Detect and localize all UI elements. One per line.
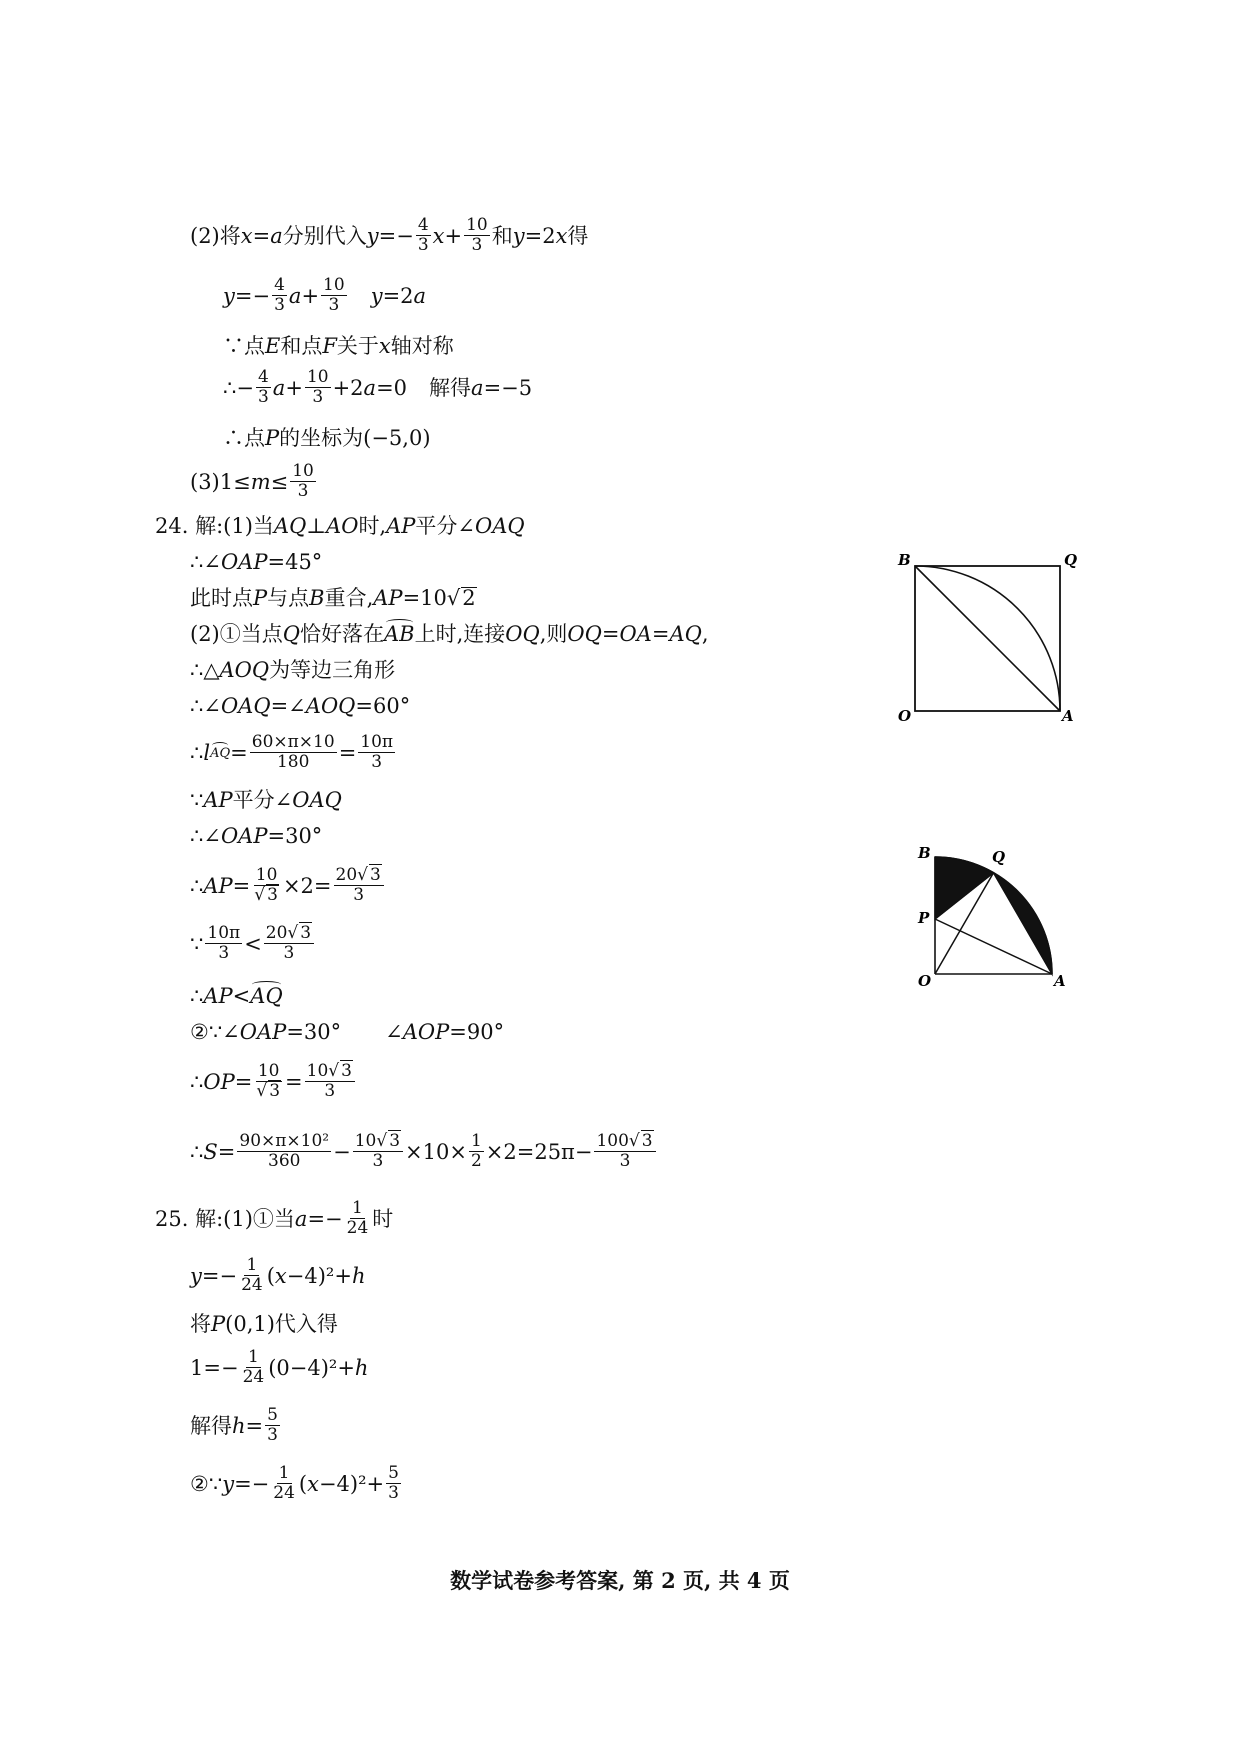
- text: =∠: [270, 693, 306, 718]
- var: AP: [203, 787, 233, 812]
- text: 此时点: [190, 585, 253, 610]
- text: 分别代入: [282, 223, 367, 248]
- text: 时: [372, 1206, 394, 1231]
- var: OAP: [220, 823, 268, 848]
- var: AP: [203, 983, 233, 1008]
- fraction: $\frac{1}{24}$: [242, 1346, 265, 1387]
- solution-line: [190, 458, 318, 506]
- text: =: [234, 1069, 253, 1094]
- text: ,则: [539, 621, 568, 646]
- solution-line: [190, 729, 397, 777]
- fraction: $\frac{1}{24}$: [346, 1197, 369, 1238]
- var: OP: [203, 1069, 235, 1094]
- var: y: [222, 1471, 235, 1496]
- var: m: [250, 469, 271, 494]
- var: AQ: [273, 513, 307, 538]
- text: 的坐标为(−5,0): [279, 425, 431, 450]
- text: 平分∠: [232, 787, 293, 812]
- var: h: [354, 1355, 369, 1380]
- var: y: [370, 283, 383, 308]
- solution-line: [190, 682, 410, 730]
- label-o: O: [918, 972, 932, 990]
- text: 解得: [429, 375, 472, 400]
- fraction: $\frac{10}{3}$: [292, 460, 314, 501]
- var: Q: [282, 621, 300, 646]
- fraction: $\frac{10}{3}$: [306, 366, 329, 407]
- solution-line: [223, 414, 431, 462]
- text: 重合,: [324, 585, 374, 610]
- text: =90°: [449, 1019, 505, 1044]
- arc-var: AQ: [250, 983, 283, 1008]
- text: =: [252, 223, 271, 248]
- var: a: [270, 223, 283, 248]
- text: (: [298, 1471, 308, 1496]
- var: AP: [203, 873, 233, 898]
- text: ∴∠: [190, 549, 221, 574]
- text: 解得: [190, 1413, 232, 1438]
- fraction: $\frac{5}{3}$: [388, 1462, 399, 1503]
- text: =: [245, 1413, 264, 1438]
- var: AP: [373, 585, 403, 610]
- text: =10√: [402, 585, 461, 610]
- label-a: A: [1054, 972, 1066, 990]
- solution-line: [190, 812, 322, 860]
- label-q: Q: [992, 848, 1006, 866]
- var: P: [265, 425, 280, 450]
- solution-line: [190, 920, 316, 968]
- text: ∴: [190, 1139, 204, 1164]
- text: (: [266, 1263, 275, 1288]
- var: E: [265, 333, 281, 358]
- fraction: $\frac{1}{24}$: [273, 1462, 295, 1503]
- text: ②∵: [190, 1471, 223, 1496]
- text: =: [285, 1069, 303, 1094]
- var: a: [413, 283, 427, 308]
- var: P: [211, 1311, 226, 1336]
- var: h: [351, 1263, 366, 1288]
- solution-line: [190, 862, 386, 910]
- var: OAQ: [475, 513, 525, 538]
- fraction: $\frac{4}{3}$: [257, 366, 269, 407]
- var: a: [272, 375, 286, 400]
- label-b: B: [918, 844, 931, 862]
- text: <: [244, 931, 262, 956]
- text: 24. 解:(1)当: [155, 513, 274, 538]
- text: =: [217, 1139, 236, 1164]
- var: l: [203, 740, 211, 765]
- text: ∴△: [190, 657, 220, 682]
- var: AP: [386, 513, 416, 538]
- text: =−: [201, 1263, 238, 1288]
- text: 和: [491, 223, 513, 248]
- fraction: $\frac{10√ 3}{3}$: [353, 1133, 403, 1171]
- solution-line: [190, 1460, 403, 1508]
- text: +: [285, 375, 303, 400]
- text: 与点: [267, 585, 310, 610]
- text: 将: [190, 1311, 211, 1336]
- segment-qa: [994, 873, 1053, 974]
- text: ×2=: [282, 873, 332, 898]
- var: P: [253, 585, 268, 610]
- solution-line: [190, 1252, 365, 1300]
- text: 和点: [280, 333, 323, 358]
- diagonal-ba: [915, 566, 1060, 711]
- text: ×10×: [405, 1139, 467, 1164]
- figure-square-arc: [890, 548, 1080, 728]
- text: (0,1)代入得: [225, 1311, 338, 1336]
- fraction: $\frac{1}{24}$: [241, 1254, 263, 1295]
- text: =: [601, 621, 620, 646]
- text: ,: [701, 621, 709, 646]
- text: (0−4)²+: [268, 1355, 355, 1380]
- text: −4)²+: [286, 1263, 352, 1288]
- var: a: [471, 375, 484, 400]
- text: 25. 解:(1)①当: [155, 1206, 295, 1231]
- var: OAQ: [220, 693, 271, 718]
- solution-line: [190, 1300, 338, 1348]
- text: ⊥: [306, 513, 327, 538]
- var: AQ: [669, 621, 702, 646]
- text: =−: [307, 1206, 343, 1231]
- fraction: $\frac{20√ 3}{3}$: [264, 925, 314, 963]
- text: ∴: [190, 983, 204, 1008]
- var: h: [232, 1413, 246, 1438]
- text: ∵: [190, 931, 204, 956]
- var: OAQ: [292, 787, 342, 812]
- text: =−5: [483, 375, 533, 400]
- var: F: [322, 333, 337, 358]
- var: y: [512, 223, 525, 248]
- solution-line: [223, 272, 426, 320]
- text: +: [301, 283, 320, 308]
- fraction: $\frac{\text{90×π×10²}}{360}$: [239, 1130, 330, 1171]
- fraction: $\frac{10}{3}$: [466, 214, 488, 255]
- text: 恰好落在: [299, 621, 384, 646]
- text: +: [444, 223, 463, 248]
- var: x: [307, 1471, 319, 1496]
- text: =30°: [267, 823, 323, 848]
- fraction: $\frac{10}{3}$: [323, 274, 345, 315]
- text: 上时,连接: [414, 621, 506, 646]
- var: a: [363, 375, 377, 400]
- solution-line: [223, 364, 532, 412]
- text: ×2=25π−: [485, 1139, 593, 1164]
- page-footer: 数学试卷参考答案, 第 2 页, 共 4 页: [450, 1568, 790, 1593]
- solution-line: [190, 212, 588, 260]
- text: 轴对称: [390, 333, 454, 358]
- text: (2)①当点: [190, 621, 283, 646]
- text: ∠: [385, 1019, 403, 1044]
- var: a: [294, 1206, 308, 1231]
- var: OQ: [505, 621, 540, 646]
- text: =60°: [355, 693, 411, 718]
- text: (3)1≤: [190, 469, 251, 494]
- fraction: $\frac{10\pi}{3}$: [207, 922, 241, 963]
- var: AO: [326, 513, 359, 538]
- text: ∴: [190, 740, 204, 765]
- var: y: [190, 1263, 202, 1288]
- text: 得: [567, 223, 589, 248]
- fraction: $\frac{10}{√ 3}$: [256, 1060, 281, 1101]
- var: OAP: [220, 549, 268, 574]
- arc-var: AQ: [210, 745, 231, 761]
- text: =: [338, 740, 357, 765]
- text: 为等边三角形: [269, 657, 396, 682]
- text: 时,: [358, 513, 387, 538]
- var: OA: [619, 621, 652, 646]
- var: x: [240, 223, 253, 248]
- label-b: B: [898, 551, 911, 569]
- text: =: [651, 621, 670, 646]
- fraction: $\frac{4}{3}$: [417, 214, 429, 255]
- label-a: A: [1062, 707, 1074, 725]
- text: (2)将: [190, 223, 241, 248]
- text: =30°: [286, 1019, 342, 1044]
- radicand: 2: [462, 586, 476, 610]
- var: x: [432, 223, 445, 248]
- solution-line: [223, 322, 454, 370]
- var: x: [274, 1263, 287, 1288]
- var: B: [309, 585, 325, 610]
- text: ∴点: [223, 425, 265, 450]
- arc-var: AB: [383, 621, 415, 646]
- label-o: O: [898, 707, 912, 725]
- text: =: [230, 740, 248, 765]
- solution-line: [190, 1344, 368, 1392]
- var: AOQ: [305, 693, 356, 718]
- label-p: P: [918, 909, 930, 927]
- text: =2: [524, 223, 556, 248]
- text: ∵点: [223, 333, 265, 358]
- var: x: [555, 223, 568, 248]
- fraction: $\frac{1}{2}$: [470, 1130, 482, 1171]
- text: ∴∠: [190, 823, 221, 848]
- text: −: [333, 1139, 351, 1164]
- text: −4)²+: [318, 1471, 385, 1496]
- var: AOP: [402, 1019, 450, 1044]
- text: ∴∠: [190, 693, 221, 718]
- text: ②∵∠: [190, 1019, 240, 1044]
- var: y: [223, 283, 235, 308]
- text: =0: [376, 375, 408, 400]
- var: y: [366, 223, 379, 248]
- solution-line: [190, 1008, 504, 1056]
- var: OQ: [567, 621, 602, 646]
- text: =−: [234, 283, 271, 308]
- fraction: $\frac{60\times\pi\times 10}{180}$: [251, 731, 335, 772]
- label-q: Q: [1064, 551, 1078, 569]
- figure-quarter-circle: [910, 840, 1080, 1000]
- fraction: $\frac{5}{3}$: [267, 1404, 278, 1445]
- text: 平分∠: [415, 513, 476, 538]
- solution-line: [190, 1058, 357, 1106]
- text: =2: [382, 283, 414, 308]
- var: S: [203, 1139, 218, 1164]
- text: ∴: [190, 1069, 204, 1094]
- var: AOQ: [219, 657, 270, 682]
- fraction: $\frac{20√ 3}{3}$: [334, 867, 384, 905]
- text: =−: [234, 1471, 270, 1496]
- fraction: $\frac{10√ 3}{3}$: [305, 1063, 355, 1101]
- var: OAP: [239, 1019, 287, 1044]
- text: <: [232, 983, 251, 1008]
- text: =−: [378, 223, 414, 248]
- text: +2: [332, 375, 364, 400]
- text: ∴: [190, 873, 204, 898]
- text: ∴−: [223, 375, 254, 400]
- text: 关于: [336, 333, 379, 358]
- text: =: [232, 873, 251, 898]
- var: a: [288, 283, 302, 308]
- text: ∵: [190, 787, 204, 812]
- text: 1=−: [190, 1355, 239, 1380]
- fraction: $\frac{10\pi}{3}$: [360, 731, 394, 772]
- solution-line: [190, 1402, 282, 1450]
- fraction: $\frac{4}{3}$: [274, 274, 285, 315]
- text: =45°: [267, 549, 323, 574]
- var: x: [378, 333, 391, 358]
- solution-line: [155, 1195, 393, 1243]
- fraction: $\frac{10}{√ 3}$: [254, 864, 278, 905]
- text: ≤: [270, 469, 289, 494]
- solution-line: [190, 1128, 658, 1176]
- fraction: $\frac{100√ 3}{3}$: [594, 1133, 655, 1171]
